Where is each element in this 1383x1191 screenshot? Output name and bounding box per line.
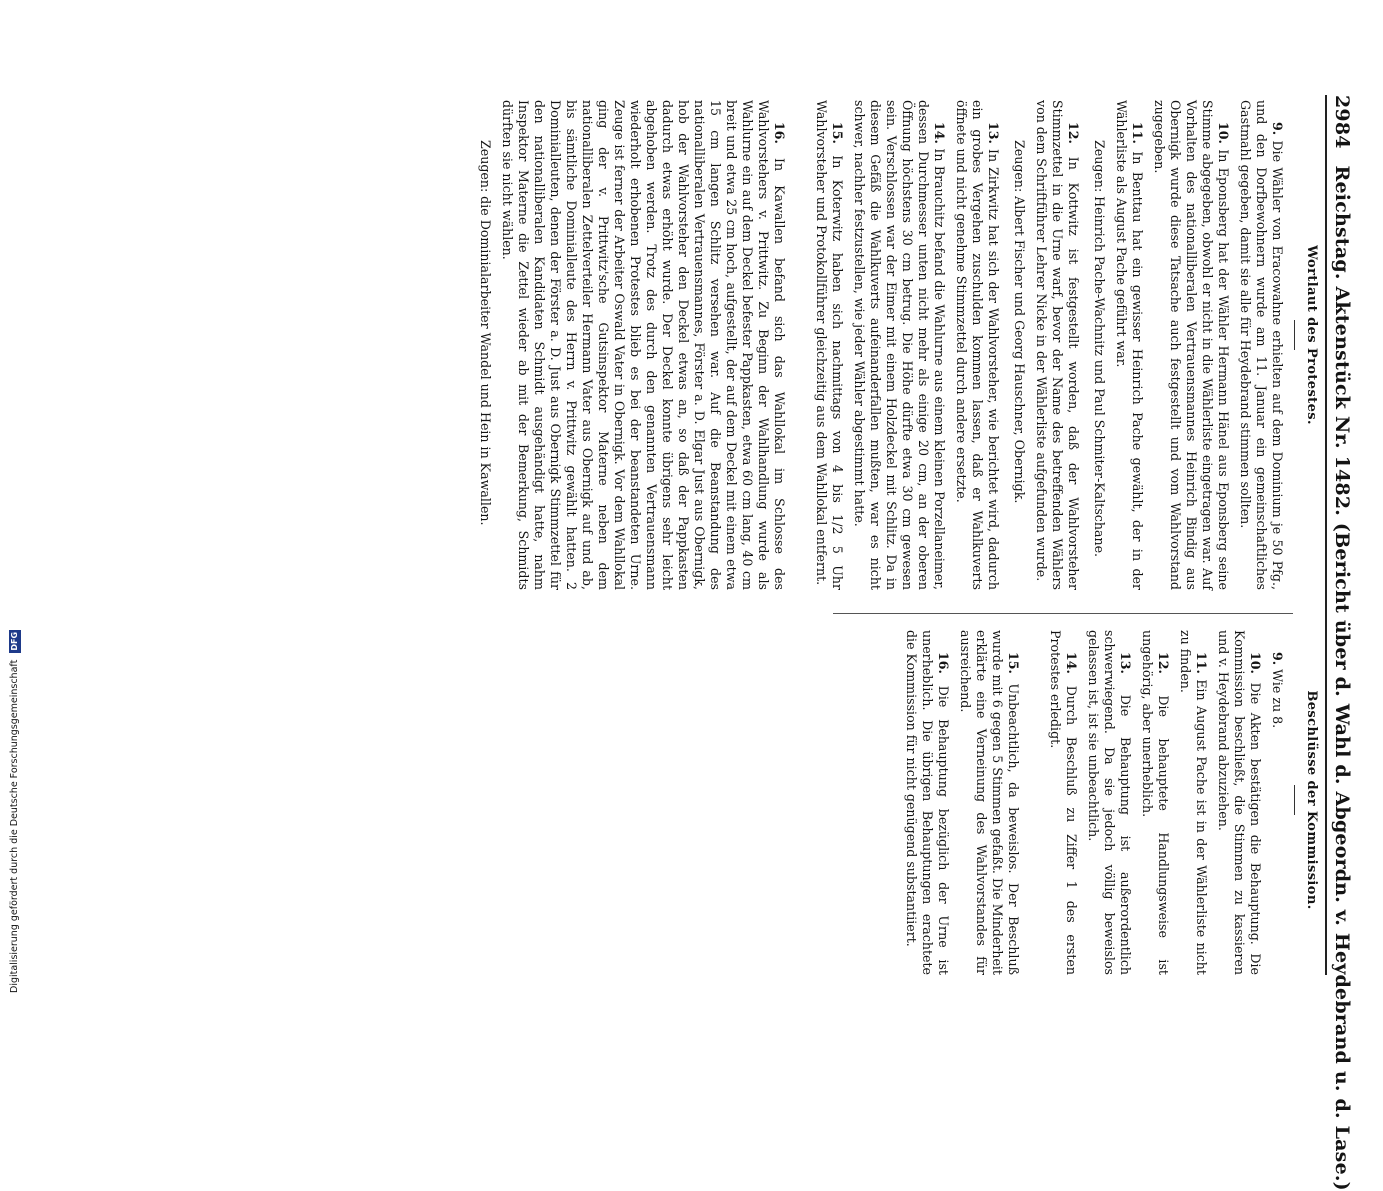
numbered-paragraph: [851, 100, 947, 590]
paragraph-number: 16.: [936, 652, 951, 674]
protest-column-heading: Wortlaut des Protestes.: [1304, 245, 1319, 425]
paragraph-text: Wie zu 8.: [1270, 669, 1285, 729]
paragraph-text: In Kottwitz ist festgestellt worden, daß der Wahlvorsteher Stimmzettel in die Urne warf, bevor der Name des betreffenden Wählers von dem Schriftführer Lehrer Nicke in der Wählerliste aufgefunden wurde.: [1034, 100, 1081, 590]
witness-line: [477, 100, 493, 590]
paragraph-number: 12.: [1066, 122, 1081, 144]
numbered-paragraph: [1047, 630, 1079, 975]
paragraph-number: 9.: [1270, 652, 1285, 666]
decision-text-column: [897, 630, 1285, 975]
paragraph-number: 15.: [1006, 652, 1021, 674]
paragraph-number: 14.: [1064, 652, 1079, 674]
paragraph-number: 12.: [1156, 652, 1171, 674]
paragraph-number: 10.: [1248, 652, 1263, 674]
numbered-paragraph: [1215, 630, 1263, 975]
protest-text-column: [467, 100, 1285, 590]
paragraph-number: 14.: [932, 122, 947, 144]
witness-line: [1011, 100, 1027, 590]
paragraph-text: In Eponsberg hat der Wähler Hermann Hänel aus Eponsberg seine Stimme abgegeben, obwohl er nicht in die Wählerliste eingetragen war. Auf Vorhalten des nationalliberalen Vertrauensmannes Heinrich Bindig aus Obernigk wurde diese Tatsache auch festgestellt und vom Wahlvorstand zugegeben.: [1152, 100, 1231, 590]
numbered-paragraph: [1269, 630, 1285, 975]
paragraph-text: Die Akten bestätigen die Behauptung. Die Kommission beschließt, die Stimmen zu kassieren und v. Heydebrand abzuziehen.: [1216, 630, 1263, 975]
numbered-paragraph: [1177, 630, 1209, 975]
dfg-logo: DFG: [9, 631, 19, 651]
numbered-paragraph: [1033, 100, 1081, 590]
page-number: 2984: [1331, 95, 1353, 149]
paragraph-spacer: [1021, 630, 1041, 975]
paragraph-text: In Benttau hat ein gewisser Heinrich Pache gewählt, der in der Wählerliste als August Pache geführt war.: [1114, 100, 1145, 590]
witness-text: Zeugen: Heinrich Pache-Wachnitz und Paul Schmiter-Kaltschane.: [1092, 140, 1107, 558]
paragraph-number: 15.: [830, 122, 845, 144]
running-header: [1331, 95, 1353, 1191]
paragraph-text: Unbeachtlich, da beweislos. Der Beschluß wurde mit 6 gegen 5 Stimmen gefaßt. Die Minderheit erklärte eine Verneinung des Wahlvorstandes für ausreichend.: [958, 630, 1021, 975]
paragraph-text: Die behauptete Handlungsweise ist ungehörig, aber unerheblich.: [1140, 630, 1171, 975]
header-rule: [1325, 95, 1327, 975]
numbered-paragraph: [957, 630, 1021, 975]
witness-line: [1091, 100, 1107, 590]
numbered-paragraph: [813, 100, 845, 590]
column-divider: [833, 613, 1293, 614]
numbered-paragraph: [1237, 100, 1285, 590]
paragraph-number: 9.: [1270, 122, 1285, 136]
numbered-paragraph: [1139, 630, 1171, 975]
paragraph-text: Durch Beschluß zu Ziffer 1 des ersten Protestes erledigt.: [1048, 630, 1079, 975]
numbered-paragraph: [953, 100, 1001, 590]
paragraph-text: Ein August Pache ist in der Wählerliste nicht zu finden.: [1178, 630, 1209, 975]
paragraph-spacer: [787, 100, 807, 590]
numbered-paragraph: [499, 100, 787, 590]
witness-text: Zeugen: Albert Fischer und Georg Hauschner, Obernigk.: [1012, 140, 1027, 504]
paragraph-text: Die Behauptung ist außerordentlich schwerwiegend. Da sie jedoch völlig beweislos gelassen ist, ist sie unbeachtlich.: [1086, 630, 1133, 975]
digitization-footer: [5, 608, 25, 993]
numbered-paragraph: [1085, 630, 1133, 975]
heading-rule: [1294, 785, 1295, 815]
paragraph-text: In Brauchitz befand die Wahlurne aus einem kleinen Porzellaneimer, dessen Durchmesser unten nicht mehr als einige 20 cm, an der oberen Öffnung höchstens 30 cm betrug. Die Höhe dürfte etwa 30 cm gewesen sein. Verschlossen war der Eimer mit einem Holzdeckel mit Schlitz. Da in diesem Gefäß die Wahlkuverts aufeinanderfallen mußten, war es nicht schwer, nachher festzustellen, wie jeder Wähler abgestimmt hatte.: [852, 100, 947, 590]
paragraph-number: 13.: [986, 122, 1001, 144]
heading-rule: [1294, 320, 1295, 350]
paragraph-text: In Kawallen befand sich das Wahllokal im Schlosse des Wahlvorstehers v. Prittwitz. Zu Beginn der Wahlhandlung wurde als Wahlurne ein auf dem Deckel befester Pappkasten, etwa 60 cm lang, 40 cm breit und etwa 25 cm hoch, aufgestellt, der auf dem Deckel mit einem etwa 15 cm langen Schlitz versehen war. Auf die Beanstandung des nationalliberalen Vertrauensmannes, Förster a. D. Elgar Just aus Obernigk, hob der Wahlvorsteher den Deckel etwas an, so daß der Pappkasten dadurch etwas erhöht wurde. Der Deckel konnte übrigens sehr leicht abgehoben werden. Trotz des durch den genannten Vertrauensmann wiederholt erhobenen Protestes blieb es bei der beanstandeten Urne. Zeuge ist ferner der Arbeiter Oswald Vater in Obernigk. Vor dem Wahllokal ging der v. Prittwitz'sche Gutsinspektor Materne neben dem nationalliberalen Zettelverteiler Hermann Vater aus Obernigk auf und ab, bis sämtliche Dominialleute des Herrn v. Prittwitz gewählt hatten. 2 Dominialleuten, denen der Förster a. D. Just aus Obernigk Stimmzettel für den nationalliberalen Kandidaten Schmidt ausgehändigt hatte, nahm Inspektor Materne die Zettel wieder ab mit der Bemerkung, Schmidts dürften sie nicht wählen.: [500, 100, 787, 590]
paragraph-text: In Koterwitz haben sich nachmittags von 4 bis 1/2 5 Uhr Wahlvorsteher und Protokollführer gleichzeitig aus dem Wahllokal entfernt.: [814, 100, 845, 590]
witness-text: Zeugen: die Dominialarbeiter Wandel und Hein in Kawallen.: [478, 140, 493, 526]
numbered-paragraph: [903, 630, 951, 975]
paragraph-number: 10.: [1216, 122, 1231, 144]
paragraph-text: In Zirkwitz hat sich der Wahlvorsteher, wie berichtet wird, dadurch ein grobes Vergehen zuschulden kommen lassen, daß er Wahlkuverts öffnete und nicht genehme Stimmzettel durch andere ersetzte.: [954, 100, 1001, 590]
paragraph-text: Die Wähler von Eracowahne erhielten auf dem Dominium je 50 Pfg., und den Dorfbewohnern wurde am 11. Januar ein gemeinschaftliches Gastmahl gegeben, damit sie alle für Heydebrand stimmen sollten.: [1238, 100, 1285, 590]
decision-column-heading: Beschlüsse der Kommission.: [1304, 690, 1319, 910]
paragraph-text: Die Behauptung bezüglich der Urne ist unerheblich. Die übrigen Behauptungen erachtete die Kommission für nicht genügend substantiiert.: [904, 630, 951, 975]
footer-text: Digitalisierung gefördert durch die Deutsche Forschungsgemeinschaft: [9, 659, 20, 993]
running-title: Reichstag. Aktenstück Nr. 1482. (Bericht über d. Wahl d. Abgeordn. v. Heydebrand u. d. Lase.): [1331, 165, 1353, 1191]
numbered-paragraph: [1113, 100, 1145, 590]
paragraph-number: 16.: [772, 122, 787, 144]
paragraph-number: 11.: [1130, 122, 1145, 144]
paragraph-number: 13.: [1118, 652, 1133, 674]
numbered-paragraph: [1151, 100, 1231, 590]
paragraph-number: 11.: [1194, 652, 1209, 674]
